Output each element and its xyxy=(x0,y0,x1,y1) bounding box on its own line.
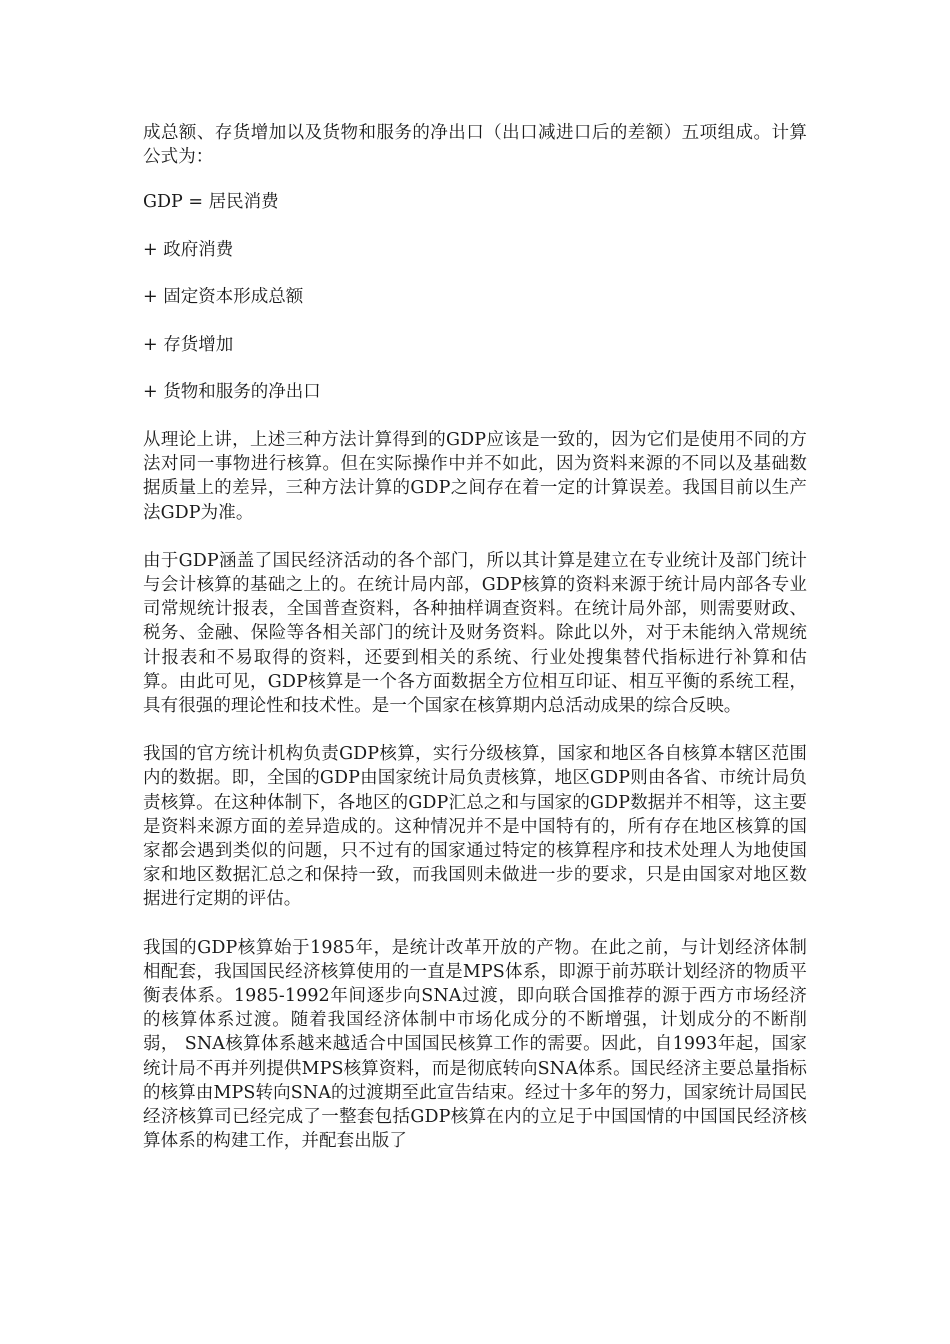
gdp-formula xyxy=(143,190,807,404)
formula-line: + 存货增加 xyxy=(143,334,234,355)
body-paragraph: 由于GDP涵盖了国民经济活动的各个部门，所以其计算是建立在专业统计及部门统计与会计核算的基础之上的。在统计局内部，GDP核算的资料来源于统计局内部各专业司常规统计报表，全国普查资料，各种抽样调查资料。在统计局外部，则需要财政、税务、金融、保险等各相关部门的统计及财务资料。除此以外，对于未能纳入常规统计报表和不易取得的资料，还要到相关的系统、行业处搜集替代指标进行补算和估算。由此可见，GDP核算是一个各方面数据全方位相互印证、相互平衡的系统工程，具有很强的理论性和技术性。是一个国家在核算期内总活动成果的综合反映。 xyxy=(143,550,807,716)
formula-line: + 固定资本形成总额 xyxy=(143,287,304,308)
document-page xyxy=(143,121,807,1177)
body-paragraph: 从理论上讲，上述三种方法计算得到的GDP应该是一致的，因为它们是使用不同的方法对同一事物进行核算。但在实际操作中并不如此，因为资料来源的不同以及基础数据质量上的差异，三种方法计算的GDP之间存在着一定的计算误差。我国目前以生产法GDP为准。 xyxy=(143,429,807,523)
body-paragraph: 我国的GDP核算始于1985年，是统计改革开放的产物。在此之前，与计划经济体制相配套，我国国民经济核算使用的一直是MPS体系，即源于前苏联计划经济的物质平衡表体系。1985-1992年间逐步向SNA过渡，即向联合国推荐的源于西方市场经济的核算体系过渡。随着我国经济体制中市场化成分的不断增强，计划成分的不断削弱， SNA核算体系越来越适合中国国民核算工作的需要。因此，自1993年起，国家统计局不再并列提供MPS核算资料，而是彻底转向SNA体系。国民经济主要总量指标的核算由MPS转向SNA的过渡期至此宣告结束。经过十多年的努力，国家统计局国民经济核算司已经完成了一整套包括GDP核算在内的立足于中国国情的中国国民经济核算体系的构建工作，并配套出版了 xyxy=(143,937,807,1152)
formula-line: GDP = 居民消费 xyxy=(143,192,279,213)
intro-paragraph: 成总额、存货增加以及货物和服务的净出口（出口减进口后的差额）五项组成。计算公式为： xyxy=(143,123,807,168)
formula-line: + 货物和服务的净出口 xyxy=(143,382,321,403)
formula-line: + 政府消费 xyxy=(143,239,234,260)
body-paragraph: 我国的官方统计机构负责GDP核算，实行分级核算，国家和地区各自核算本辖区范围内的数据。即，全国的GDP由国家统计局负责核算，地区GDP则由各省、市统计局负责核算。在这种体制下，各地区的GDP汇总之和与国家的GDP数据并不相等，这主要是资料来源方面的差异造成的。这种情况并不是中国特有的，所有存在地区核算的国家都会遇到类似的问题，只不过有的国家通过特定的核算程序和技术处理人为地使国家和地区数据汇总之和保持一致，而我国则未做进一步的要求，只是由国家对地区数据进行定期的评估。 xyxy=(143,744,807,910)
